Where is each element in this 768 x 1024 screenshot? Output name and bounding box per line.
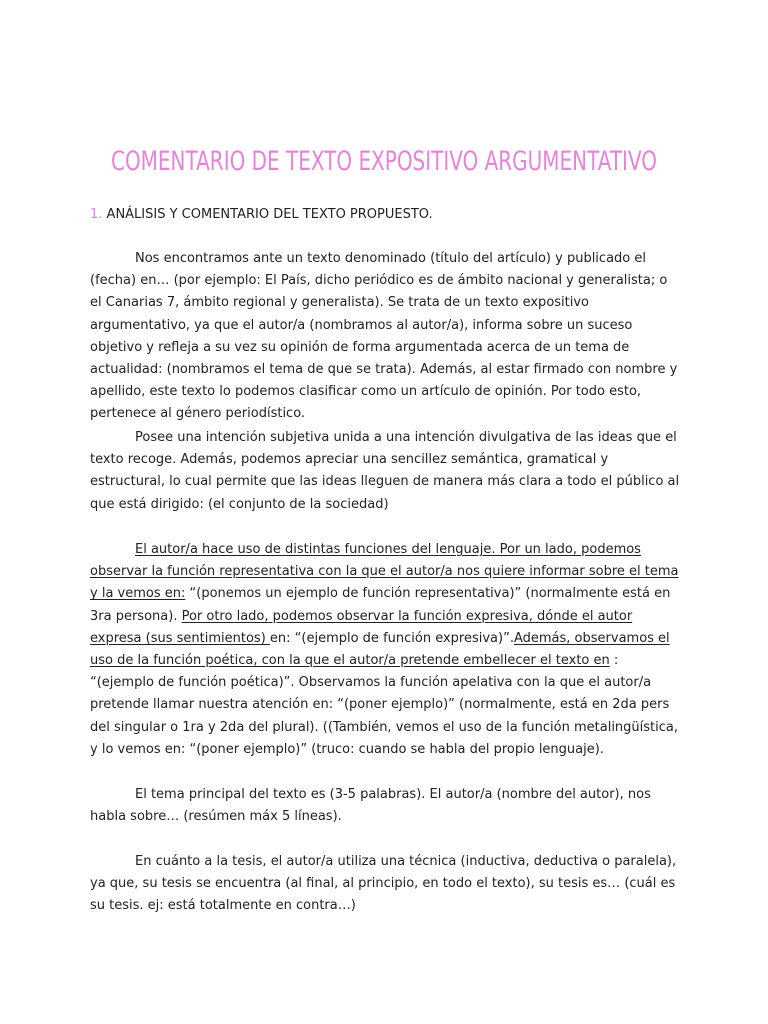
functions-expressive-underlined: Por otro lado, podemos observar la función expresiva, dónde el autor expresa (sus sentimientos) xyxy=(90,608,633,646)
paragraph-thesis-text: En cuánto a la tesis, el autor/a utiliza una técnica (inductiva, deductiva o paralela), ya que, su tesis se encuentra (al final, al principio, en todo el texto), su tesis es… (cuál es su tesis. ej: está totalmente en contra…) xyxy=(90,854,677,914)
functions-expressive-example: en: “(ejemplo de función expresiva)”. xyxy=(269,630,514,646)
paragraph-intro xyxy=(90,248,682,426)
paragraph-intention-text: Posee una intención subjetiva unida a una intención divulgativa de las ideas que el texto recoge. Además, podemos apreciar una sencillez semántica, gramatical y estructural, lo cual permite que las ideas lleguen de manera más clara a todo el público al que está dirigido: (el conjunto de la sociedad) xyxy=(90,430,680,512)
paragraph-intention xyxy=(90,427,682,516)
paragraph-theme xyxy=(90,784,682,828)
paragraph-intro-text: Nos encontramos ante un texto denominado (título del artículo) y publicado el (fecha) en… (por ejemplo: El País, dicho periódico es de ámbito nacional y generalista; o el Canarias 7, ámbito regional y generalista). Se trata de un texto expositivo argumentativo, ya que el autor/a (nombramos al autor/a), informa sobre un suceso objetivo y refleja a su vez su opinión de forma argumentada acerca de un tema de actualidad: (nombramos el tema de que se trata). Además, al estar firmado con nombre y apellido, este texto lo podemos clasificar como un artículo de opinión. Por todo esto, pertenece al género periodístico. xyxy=(90,251,678,422)
functions-poetic-underlined: Además, observamos el uso de la función poética, con la que el autor/a pretende embellecer el texto en xyxy=(90,630,670,669)
section-label: ANÁLISIS Y COMENTARIO DEL TEXTO PROPUESTO. xyxy=(106,207,433,222)
document-title: COMENTARIO DE TEXTO EXPOSITIVO ARGUMENTATIVO xyxy=(110,146,658,177)
functions-representative-example: “(ponemos un ejemplo de función representativa)” (normalmente está en 3ra persona). xyxy=(90,586,671,624)
paragraph-thesis xyxy=(90,851,682,918)
paragraph-theme-text: El tema principal del texto es (3-5 palabras). El autor/a (nombre del autor), nos habla sobre… (resúmen máx 5 líneas). xyxy=(90,787,651,825)
paragraph-functions xyxy=(90,539,682,761)
section-number: 1. xyxy=(90,207,103,222)
functions-representative-underlined: El autor/a hace uso de distintas funciones del lenguaje. Por un lado, podemos observar la función representativa con la que el autor/a nos quiere informar sobre el tema y la vemos en: xyxy=(90,542,679,602)
section-heading xyxy=(90,206,433,224)
functions-rest: : “(ejemplo de función poética)”. Observamos la función apelativa con la que el autor/a pretende llamar nuestra atención en: “(poner ejemplo)” (normalmente, está en 2da pers del singular o 1ra y 2da del plural). ((También, vemos el uso de la función metalingüística, y lo vemos en: “(poner ejemplo)” (truco: cuando se habla del propio lenguaje). xyxy=(90,653,679,757)
